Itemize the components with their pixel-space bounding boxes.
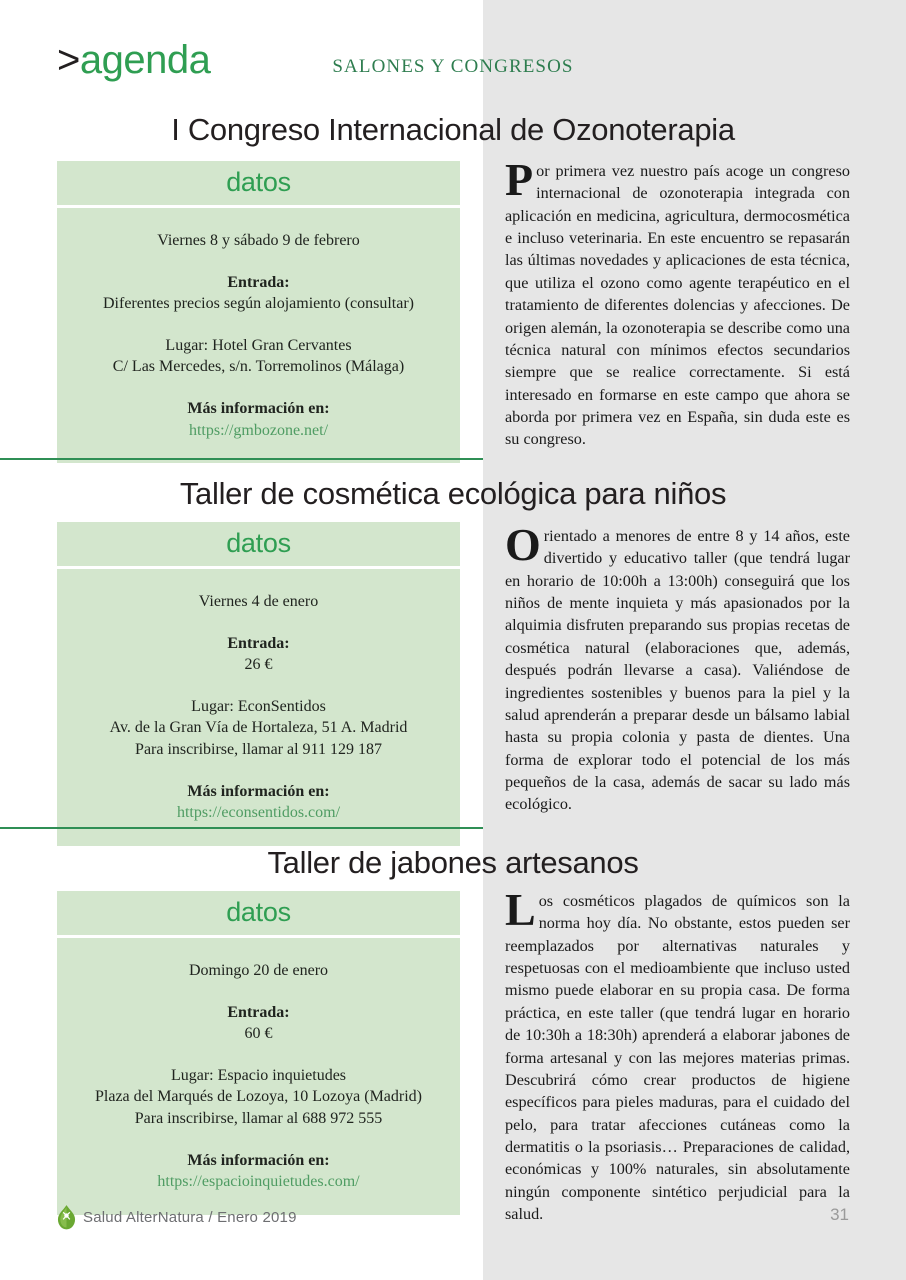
datos-mas-info bbox=[71, 781, 446, 824]
datos-body bbox=[57, 569, 460, 846]
datos-entrada-value: Diferentes precios según alojamiento (consultar) bbox=[103, 295, 414, 313]
datos-mas-info-label: Más información en: bbox=[187, 399, 330, 417]
datos-lugar bbox=[71, 335, 446, 378]
datos-lugar bbox=[71, 1065, 446, 1130]
datos-entrada-label: Entrada: bbox=[227, 1003, 290, 1021]
article-title: Taller de jabones artesanos bbox=[267, 845, 639, 880]
datos-mas-info-label: Más información en: bbox=[187, 1151, 330, 1169]
datos-entrada-label: Entrada: bbox=[227, 273, 290, 291]
datos-lugar-line3: Para inscribirse, llamar al 911 129 187 bbox=[135, 740, 382, 758]
datos-body bbox=[57, 208, 460, 463]
footer-branding bbox=[57, 1205, 297, 1230]
datos-date: Viernes 4 de enero bbox=[198, 593, 319, 610]
datos-date: Viernes 8 y sábado 9 de febrero bbox=[157, 232, 360, 249]
article-body-text: Los cosméticos plagados de químicos son la norma hoy día. No obstante, estos pueden ser reemplazados por alternativas naturales y respetuosas con el medioambiente que incluso usted mismo puede elaborar en su propia casa. De forma práctica, en este taller (que tendrá lugar en horario de 10:30h a 18:30h) aprenderá a elaborar jabones de forma artesanal y con las mejores materias primas. Descubrirá cómo crear productos de higiene específicos para pieles maduras, para el cuidado del pelo, para tratar afecciones cutáneas como la dermatitis o la psoriasis… Preparaciones de calidad, económicas y 100% naturales, sin absolutamente ningún componente sintético perjudicial para la salud. bbox=[505, 884, 850, 1224]
datos-lugar bbox=[71, 696, 446, 761]
article-title: I Congreso Internacional de Ozonoterapia bbox=[171, 112, 735, 147]
datos-date: Domingo 20 de enero bbox=[188, 962, 329, 979]
footer-publication-text: Salud AlterNatura / Enero 2019 bbox=[83, 1209, 297, 1226]
datos-body bbox=[57, 938, 460, 1215]
section-divider bbox=[0, 827, 483, 829]
datos-url-link[interactable]: https://gmbozone.net/ bbox=[188, 421, 329, 439]
leaf-logo-icon bbox=[57, 1205, 76, 1230]
datos-lugar-line2: C/ Las Mercedes, s/n. Torremolinos (Málaga) bbox=[112, 358, 405, 376]
datos-entrada bbox=[71, 1002, 446, 1045]
datos-mas-info-label: Más información en: bbox=[187, 782, 330, 800]
datos-lugar-line2: Plaza del Marqués de Lozoya, 10 Lozoya (Madrid) bbox=[95, 1088, 422, 1106]
section-divider bbox=[0, 458, 483, 460]
datos-mas-info bbox=[71, 398, 446, 441]
datos-heading: datos bbox=[57, 161, 460, 208]
datos-mas-info bbox=[71, 1150, 446, 1193]
datos-url-link[interactable]: https://econsentidos.com/ bbox=[176, 804, 341, 822]
datos-lugar-line2: Av. de la Gran Vía de Hortaleza, 51 A. Madrid bbox=[109, 719, 408, 737]
datos-entrada bbox=[71, 272, 446, 315]
section-kicker: SALONES Y CONGRESOS bbox=[332, 56, 574, 77]
datos-box bbox=[57, 891, 460, 1215]
datos-box bbox=[57, 161, 460, 463]
datos-entrada bbox=[71, 633, 446, 676]
article-title: Taller de cosmética ecológica para niños bbox=[179, 476, 727, 511]
datos-url-link[interactable]: https://espacioinquietudes.com/ bbox=[157, 1173, 360, 1191]
datos-entrada-label: Entrada: bbox=[227, 634, 290, 652]
datos-heading: datos bbox=[57, 522, 460, 569]
datos-entrada-value: 26 € bbox=[244, 656, 273, 674]
datos-lugar-line3: Para inscribirse, llamar al 688 972 555 bbox=[134, 1109, 383, 1127]
article-body-text: Orientado a menores de entre 8 y 14 años, este divertido y educativo taller (que tendrá lugar en horario de 10:00h a 13:00h) conseguirá que los niños de mente inquieta y más apasionados por la alquimia disfruten preparando sus propias recetas de cosmética natural (elaboraciones que, además, después podrán llevarse a casa). Valiéndose de ingredientes sostenibles y buenos para la piel y la salud aprenderán a preparar desde un bálsamo labial hasta su propia colonia y pasta de dientes. Una forma de explorar todo el potencial de los más pequeños de la casa, además de sacar su lado más ecológico. bbox=[505, 519, 850, 814]
datos-lugar-line1: Lugar: Hotel Gran Cervantes bbox=[165, 336, 352, 354]
masthead-word: agenda bbox=[79, 38, 211, 82]
masthead-chevron: > bbox=[57, 38, 80, 82]
page-number: 31 bbox=[830, 1205, 849, 1224]
datos-entrada-value: 60 € bbox=[244, 1025, 273, 1043]
datos-lugar-line1: Lugar: EconSentidos bbox=[191, 697, 326, 715]
datos-heading: datos bbox=[57, 891, 460, 938]
article-body-text: Por primera vez nuestro país acoge un congreso internacional de ozonoterapia integrada con aplicación en medicina, agricultura, dermocosmética e incluso veterinaria. En este encuentro se repasarán las últimas novedades y aplicaciones de esta técnica, que utiliza el ozono como agente terapéutico en el tratamiento de diferentes dolencias y afecciones. De origen alemán, la ozonoterapia se describe como una técnica natural con mínimos efectos secundarios siempre que se realice correctamente. Si está interesado en formarse en este campo que ahora se aborda por primera vez en España, sin duda este es su congreso. bbox=[505, 154, 850, 449]
datos-box bbox=[57, 522, 460, 846]
datos-lugar-line1: Lugar: Espacio inquietudes bbox=[170, 1066, 347, 1084]
